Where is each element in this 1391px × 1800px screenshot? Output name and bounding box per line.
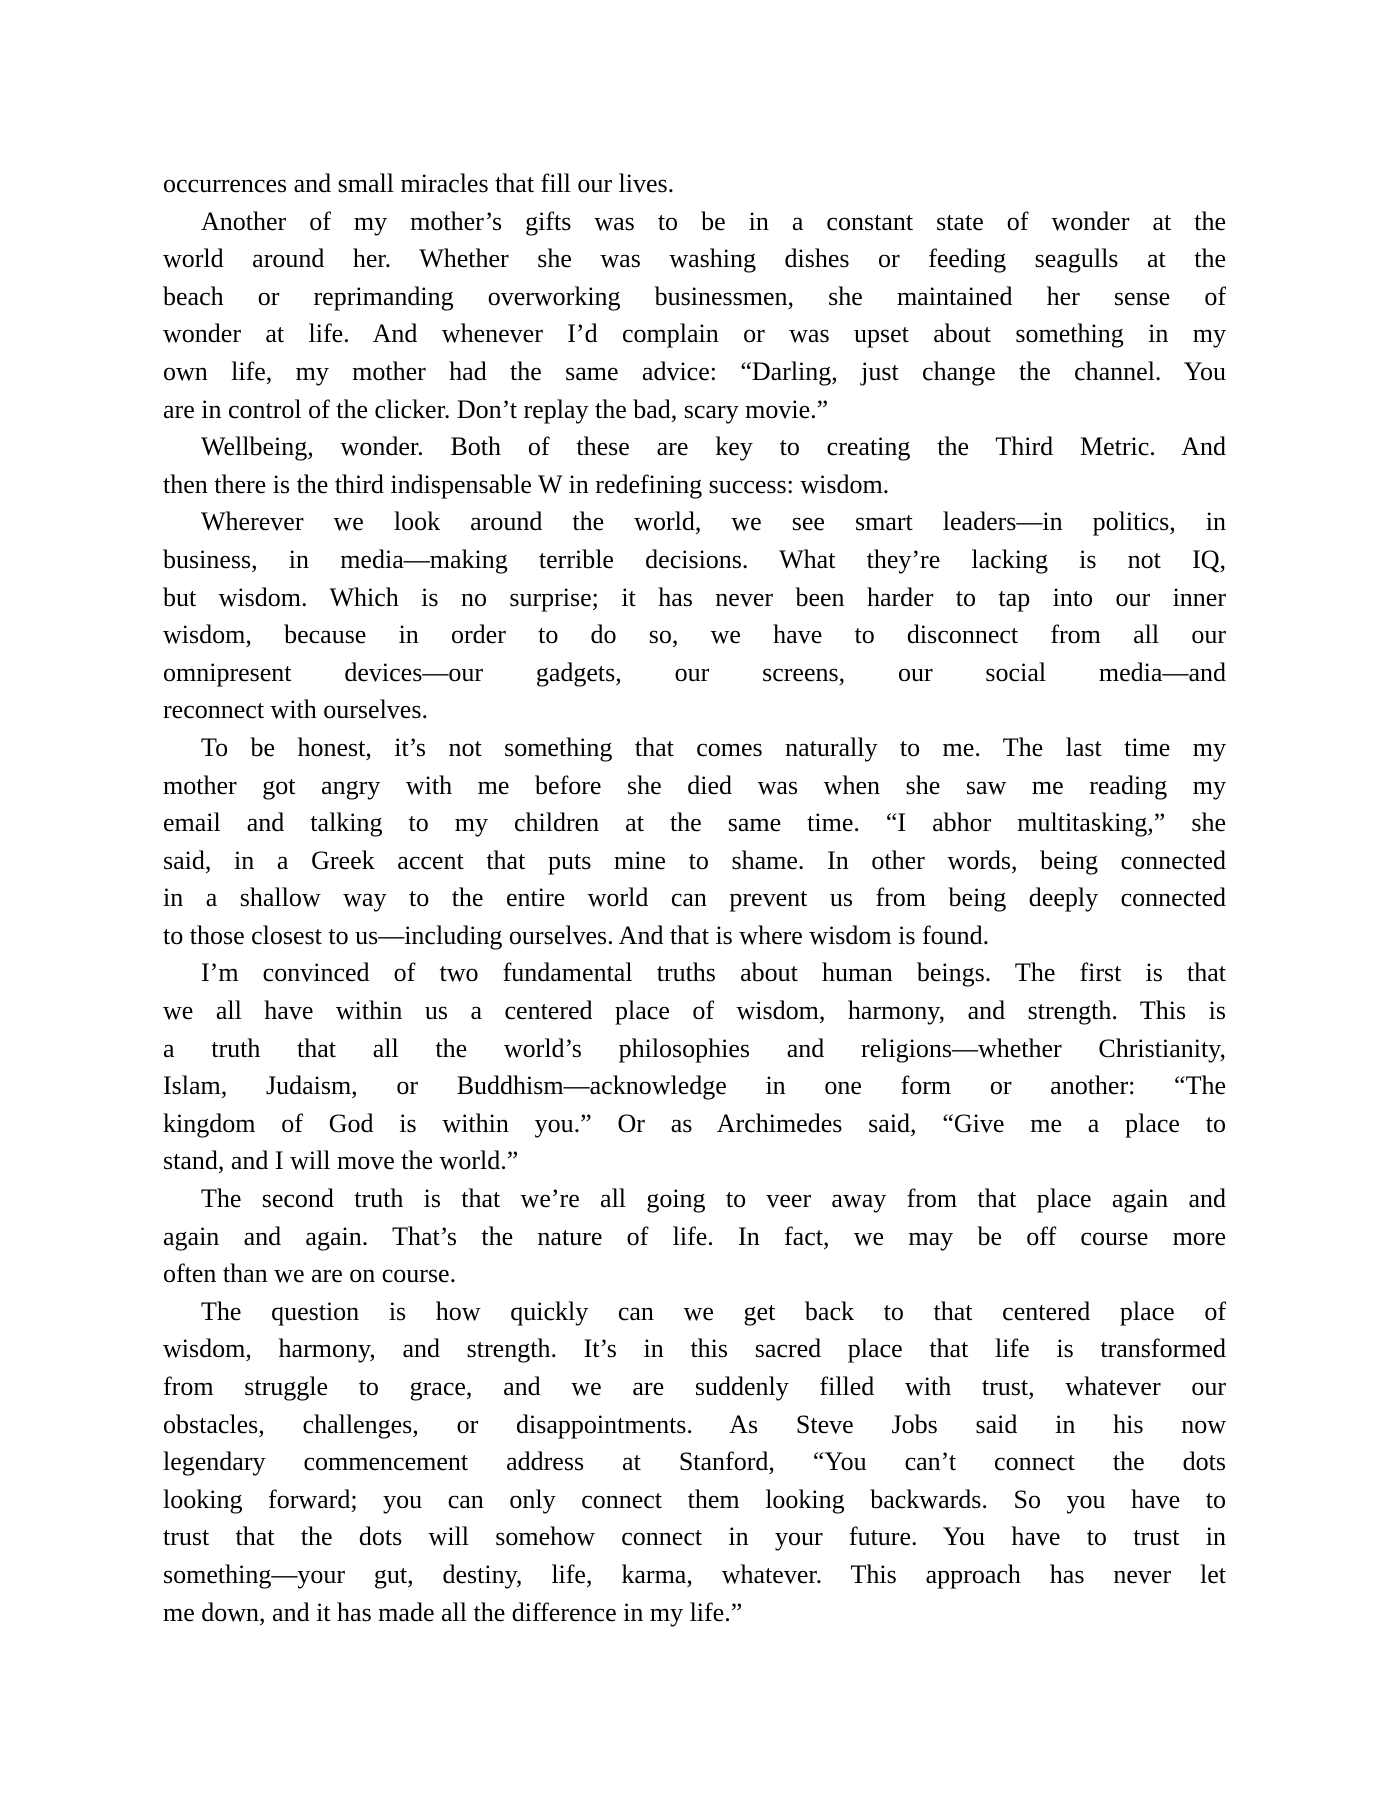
text-line: but wisdom. Which is no surprise; it has never been harder to tap into our inner <box>163 582 1226 612</box>
text-line: To be honest, it’s not something that comes naturally to me. The last time my <box>201 732 1226 762</box>
paragraph <box>163 165 1226 203</box>
text-line: are in control of the clicker. Don’t replay the bad, scary movie.” <box>163 394 829 424</box>
text-line: I’m convinced of two fundamental truths about human beings. The first is that <box>201 958 1226 988</box>
paragraph <box>163 729 1226 955</box>
text-line: a truth that all the world’s philosophies and religions—whether Christianity, <box>163 1033 1226 1063</box>
text-line: then there is the third indispensable W in redefining success: wisdom. <box>163 469 890 499</box>
text-line: wonder at life. And whenever I’d complain or was upset about something in my <box>163 319 1226 349</box>
text-line: something—your gut, destiny, life, karma, whatever. This approach has never let <box>163 1559 1226 1589</box>
text-line: trust that the dots will somehow connect in your future. You have to trust in <box>163 1522 1226 1552</box>
text-line: Wherever we look around the world, we see smart leaders—in politics, in <box>201 507 1226 537</box>
text-line: me down, and it has made all the difference in my life.” <box>163 1597 743 1627</box>
text-line: looking forward; you can only connect them looking backwards. So you have to <box>163 1484 1226 1514</box>
text-line: beach or reprimanding overworking businessmen, she maintained her sense of <box>163 281 1226 311</box>
text-block <box>163 165 1226 1631</box>
text-line: Islam, Judaism, or Buddhism—acknowledge in one form or another: “The <box>163 1071 1226 1101</box>
paragraph <box>163 428 1226 503</box>
text-line: reconnect with ourselves. <box>163 695 428 725</box>
text-line: wisdom, because in order to do so, we have to disconnect from all our <box>163 620 1226 650</box>
text-line: legendary commencement address at Stanford, “You can’t connect the dots <box>163 1447 1226 1477</box>
text-line: The second truth is that we’re all going to veer away from that place again and <box>201 1184 1226 1214</box>
text-line: business, in media—making terrible decisions. What they’re lacking is not IQ, <box>163 544 1226 574</box>
text-line: own life, my mother had the same advice: “Darling, just change the channel. You <box>163 356 1226 386</box>
text-line: The question is how quickly can we get back to that centered place of <box>201 1296 1226 1326</box>
text-line: we all have within us a centered place of wisdom, harmony, and strength. This is <box>163 996 1226 1026</box>
text-line: Wellbeing, wonder. Both of these are key to creating the Third Metric. And <box>201 432 1226 462</box>
text-line: often than we are on course. <box>163 1259 457 1289</box>
text-line: from struggle to grace, and we are suddenly filled with trust, whatever our <box>163 1372 1226 1401</box>
paragraph <box>163 1180 1226 1293</box>
text-line: said, in a Greek accent that puts mine to shame. In other words, being connected <box>163 845 1226 875</box>
text-line: email and talking to my children at the same time. “I abhor multitasking,” she <box>163 808 1226 838</box>
paragraph <box>163 503 1226 729</box>
paragraph <box>163 1293 1226 1631</box>
text-line: occurrences and small miracles that fill our lives. <box>163 169 675 198</box>
text-line: again and again. That’s the nature of life. In fact, we may be off course more <box>163 1221 1226 1251</box>
text-line: wisdom, harmony, and strength. It’s in this sacred place that life is transformed <box>163 1334 1226 1364</box>
text-line: mother got angry with me before she died was when she saw me reading my <box>163 770 1226 800</box>
text-line: stand, and I will move the world.” <box>163 1146 519 1176</box>
text-line: in a shallow way to the entire world can prevent us from being deeply connected <box>163 883 1226 913</box>
paragraph <box>163 203 1226 429</box>
text-line: omnipresent devices—our gadgets, our screens, our social media—and <box>163 657 1226 687</box>
text-line: world around her. Whether she was washing dishes or feeding seagulls at the <box>163 244 1226 274</box>
text-line: obstacles, challenges, or disappointments. As Steve Jobs said in his now <box>163 1409 1226 1439</box>
paragraph <box>163 954 1226 1180</box>
text-line: to those closest to us—including ourselves. And that is where wisdom is found. <box>163 920 990 950</box>
text-line: Another of my mother’s gifts was to be in a constant state of wonder at the <box>201 206 1226 236</box>
text-line: kingdom of God is within you.” Or as Archimedes said, “Give me a place to <box>163 1108 1226 1138</box>
